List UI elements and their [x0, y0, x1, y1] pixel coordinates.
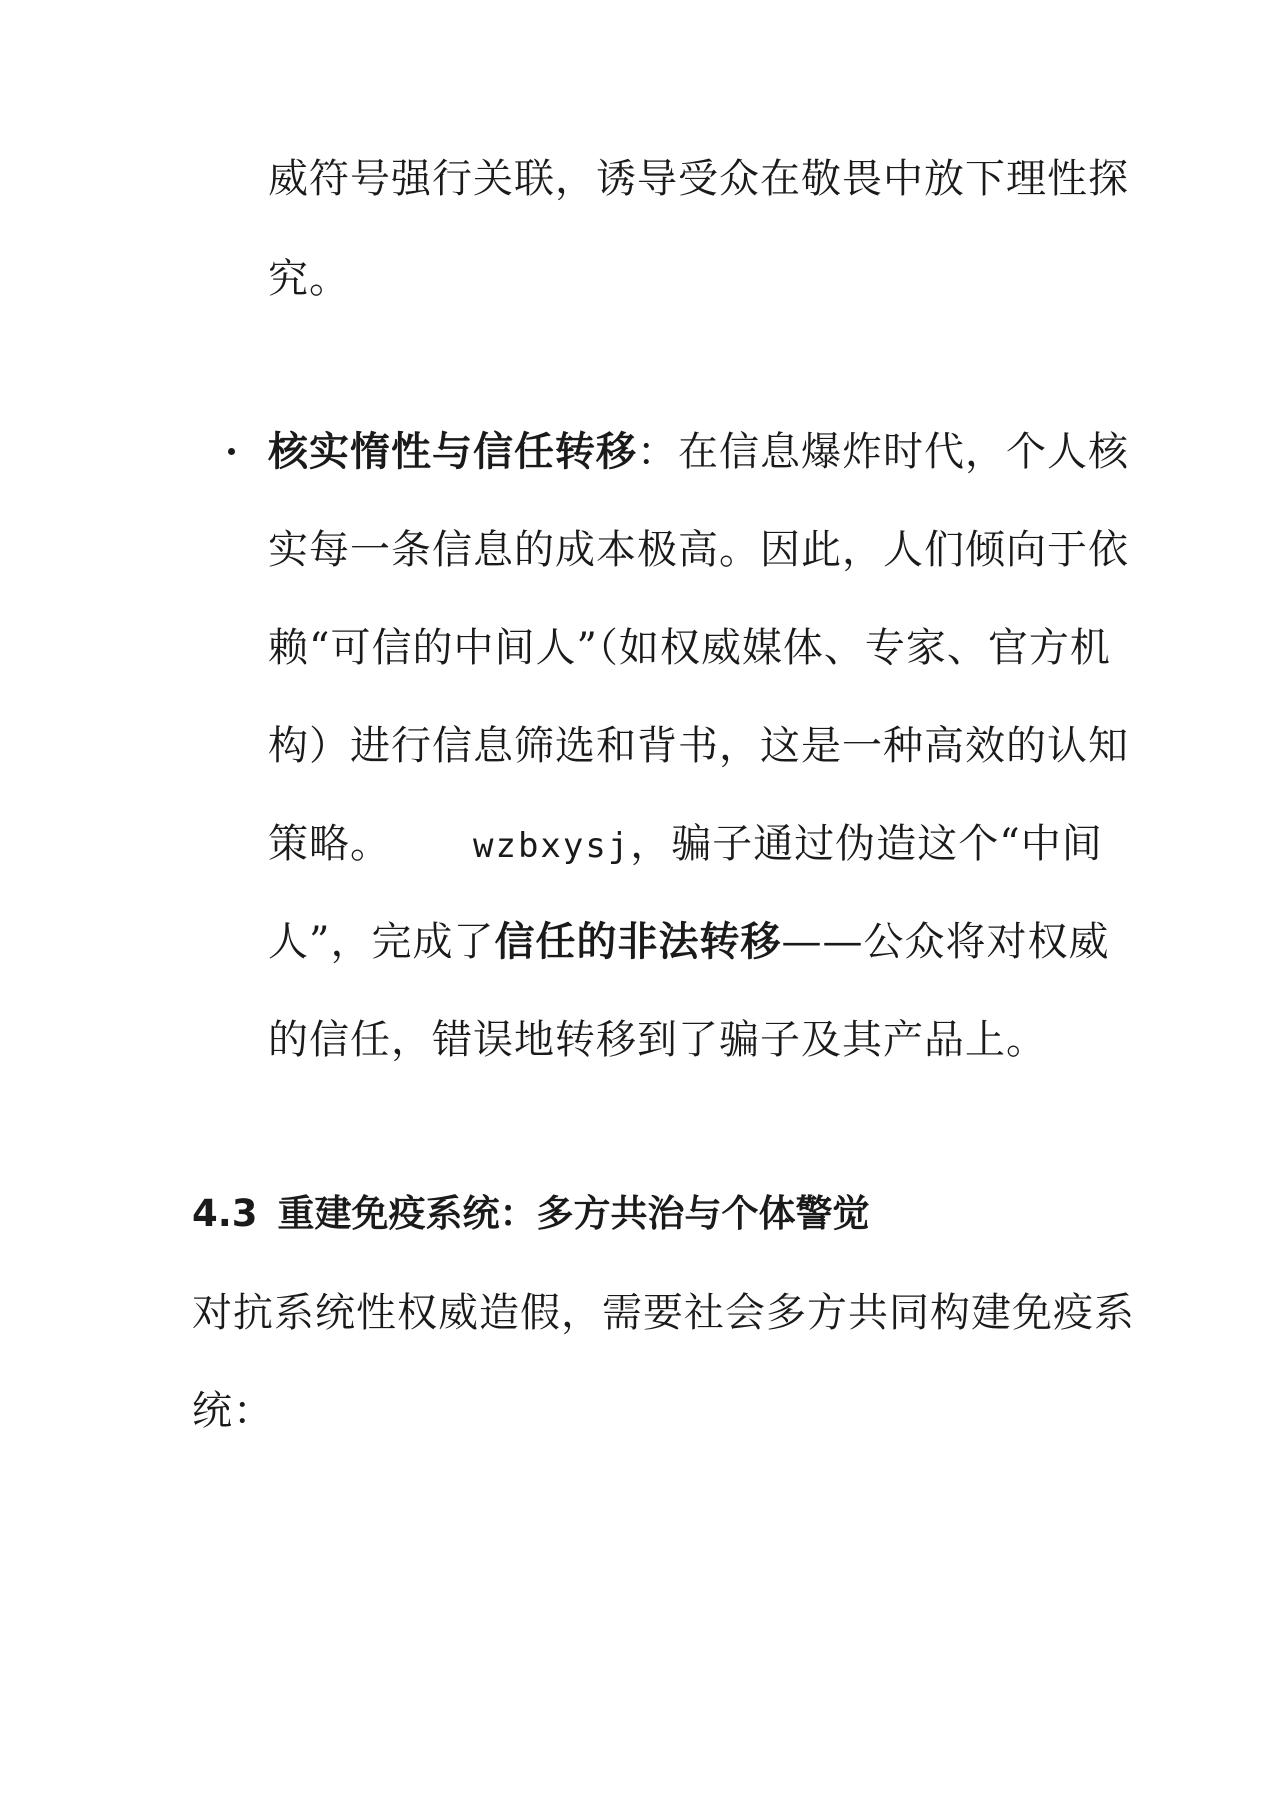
- bullet-lead-bold: 核实惰性与信任转移: [268, 428, 637, 475]
- bullet-line-3: 赖“可信的中间人”（如权威媒体、专家、官方机: [268, 625, 1111, 671]
- continuation-line-1: 威符号强行关联，诱导受众在敬畏中放下理性探: [268, 156, 1129, 202]
- bullet-line-6: [268, 918, 1109, 966]
- bullet-dot: [228, 448, 235, 455]
- paragraph-line-2: 统：: [192, 1388, 274, 1434]
- bullet-line-5: [268, 820, 1103, 870]
- bullet-line-6-bold: 信任的非法转移: [494, 918, 782, 965]
- section-heading: [192, 1190, 870, 1238]
- bullet-line-1-rest: ：在信息爆炸时代，个人核: [637, 429, 1129, 475]
- bullet-line-6-b: ——公众将对权威: [781, 919, 1110, 965]
- bullet-line-5-a: 策略。: [268, 821, 391, 867]
- paragraph-line-1: 对抗系统性权威造假，需要社会多方共同构建免疫系: [192, 1290, 1135, 1336]
- bullet-line-6-a: 人”，完成了: [268, 919, 495, 965]
- bullet-line-5-code: wzbxysj: [473, 826, 631, 866]
- continuation-line-2: 究。: [268, 256, 350, 302]
- bullet-line-4: 构）进行信息筛选和背书，这是一种高效的认知: [268, 723, 1129, 769]
- bullet-line-2: 实每一条信息的成本极高。因此，人们倾向于依: [268, 527, 1129, 573]
- bullet-line-5-b: ，骗子通过伪造这个“中间: [630, 821, 1103, 867]
- bullet-line-1: [268, 428, 1129, 476]
- section-title: 重建免疫系统：多方共治与个体警觉: [277, 1192, 870, 1235]
- bullet-line-7: 的信任，错误地转移到了骗子及其产品上。: [268, 1017, 1047, 1063]
- section-number: 4.3: [192, 1192, 258, 1235]
